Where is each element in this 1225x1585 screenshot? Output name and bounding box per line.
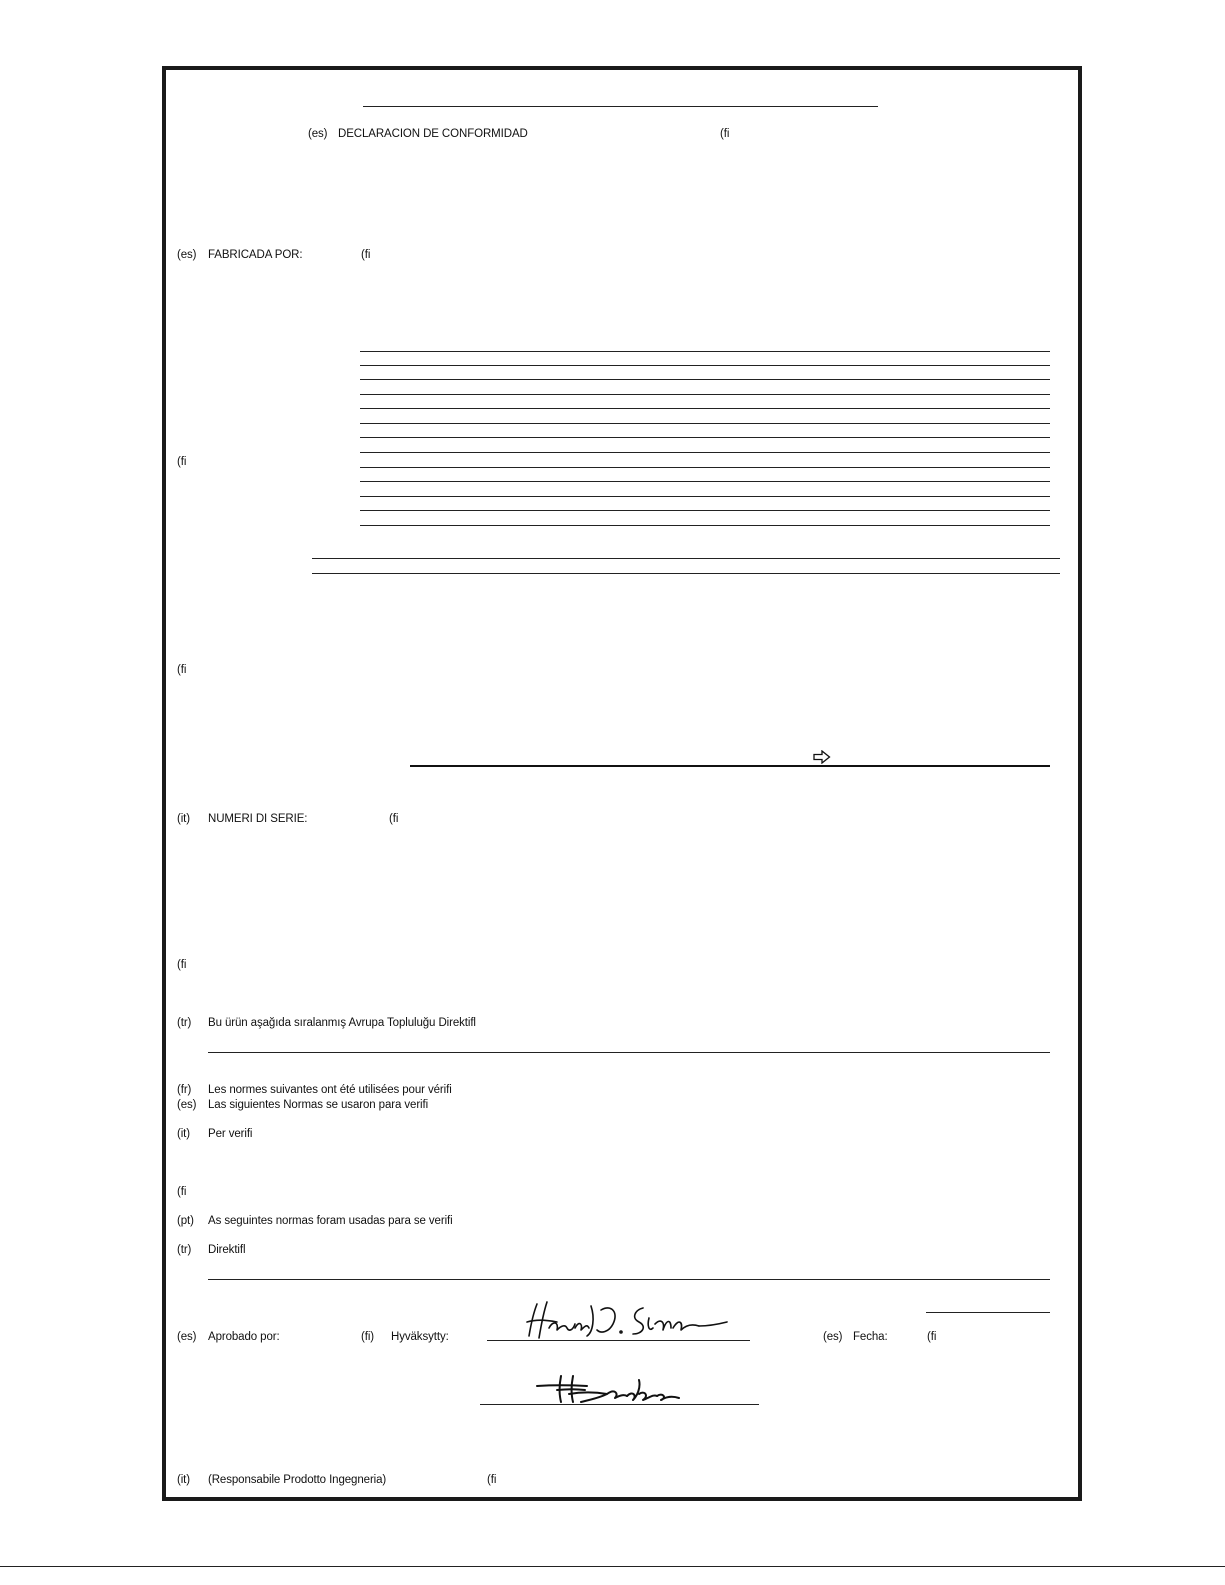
serial-label: NUMERI DI SERIE: [208, 813, 308, 825]
date-top-rule [926, 1312, 1050, 1313]
product-line [360, 525, 1050, 526]
standards-it-text: Per verifi [208, 1128, 253, 1140]
serial-lang: (it) [177, 813, 191, 825]
product-line [360, 510, 1050, 511]
directive-tr-lang: (tr) [177, 1017, 192, 1029]
manufacturer-lang-fi: (fi [361, 249, 371, 261]
directive-rule [208, 1052, 1050, 1053]
standards-es-lang: (es) [177, 1099, 197, 1111]
product-line [360, 365, 1050, 366]
section-rule [312, 573, 1060, 574]
standards-es-text: Las siguientes Normas se usaron para verifi [208, 1099, 429, 1111]
approval-fi-lang: (fi) [361, 1331, 375, 1343]
standards-pt-text: As seguintes normas foram usadas para se verifi [208, 1215, 453, 1227]
product-line [360, 379, 1050, 380]
right-arrow-outline-icon [813, 750, 831, 764]
model-lang-fi: (fi [177, 664, 187, 676]
standards-rule [208, 1279, 1050, 1280]
serial-lang-fi: (fi [389, 813, 399, 825]
product-line [360, 437, 1050, 438]
product-line [360, 423, 1050, 424]
signature-second-line [480, 1404, 759, 1405]
standards-it-lang: (it) [177, 1128, 191, 1140]
standards-fr-lang: (fr) [177, 1084, 192, 1096]
product-line [360, 496, 1050, 497]
date-label: Fecha: [853, 1331, 888, 1343]
approval-label: Aprobado por: [208, 1331, 280, 1343]
manufacturer-lang: (es) [177, 249, 197, 261]
directive-lang-fi: (fi [177, 959, 187, 971]
signature-first [523, 1298, 733, 1342]
date-lang: (es) [823, 1331, 843, 1343]
title-lang-fi: (fi [720, 128, 730, 140]
manufacturer-label: FABRICADA POR: [208, 249, 303, 261]
document-title: DECLARACION DE CONFORMIDAD [338, 128, 528, 140]
footer-it-text: (Responsabile Prodotto Ingegneria) [208, 1474, 387, 1486]
product-line [360, 408, 1050, 409]
product-line [360, 467, 1050, 468]
standards-tr-lang: (tr) [177, 1244, 192, 1256]
section-rule [312, 558, 1060, 559]
title-top-rule [363, 106, 878, 107]
approval-fi-label: Hyväksytty: [391, 1331, 449, 1343]
product-line [360, 481, 1050, 482]
directive-tr-text: Bu ürün aşağıda sıralanmış Avrupa Topluluğu Direktifl [208, 1017, 476, 1029]
signature-second [533, 1372, 683, 1408]
document-frame [162, 66, 1082, 1501]
standards-pt-lang: (pt) [177, 1215, 194, 1227]
product-line [360, 394, 1050, 395]
footer-it-lang: (it) [177, 1474, 191, 1486]
product-lang-fi: (fi [177, 456, 187, 468]
standards-fi-lang: (fi [177, 1186, 187, 1198]
page-bottom-rule [0, 1566, 1225, 1567]
signature-first-line [487, 1340, 750, 1341]
title-lang: (es) [308, 128, 328, 140]
footer-fi-lang: (fi [487, 1474, 497, 1486]
model-rule [410, 765, 1050, 767]
product-line [360, 452, 1050, 453]
approval-es-lang: (es) [177, 1331, 197, 1343]
standards-fr-text: Les normes suivantes ont été utilisées pour vérifi [208, 1084, 452, 1096]
standards-tr-text: Direktifl [208, 1244, 246, 1256]
date-lang-fi: (fi [927, 1331, 937, 1343]
product-line [360, 351, 1050, 352]
